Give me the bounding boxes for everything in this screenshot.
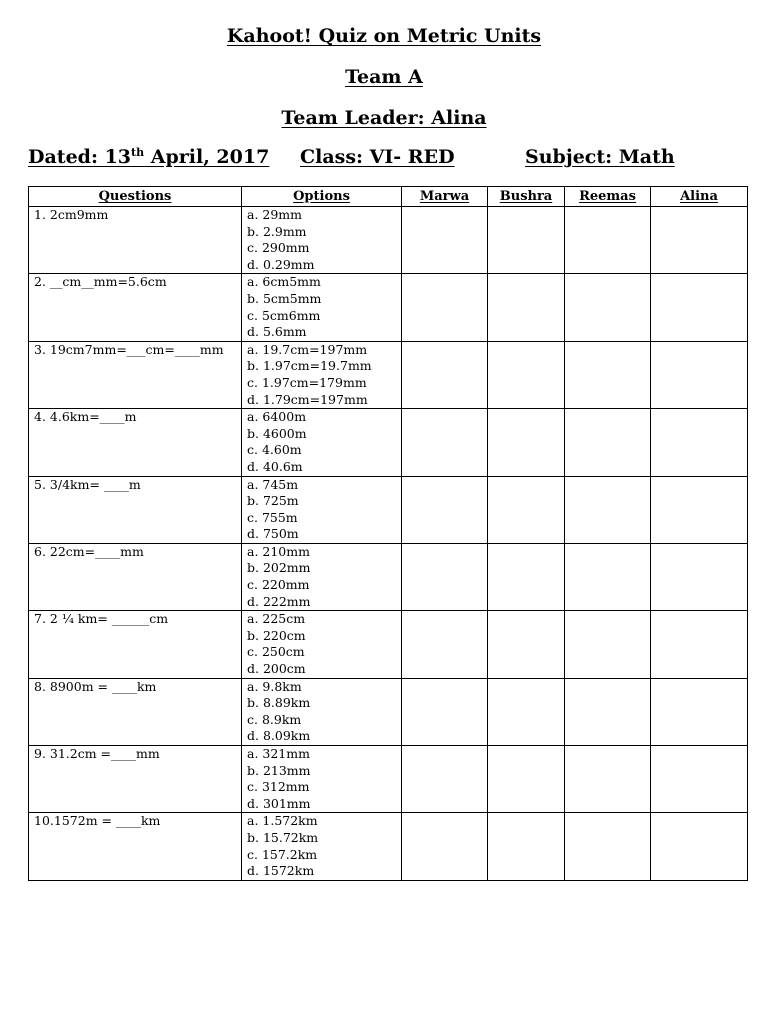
answer-cell-bushra bbox=[488, 476, 565, 543]
option-item: b. 202mm bbox=[247, 560, 311, 576]
question-cell bbox=[29, 678, 242, 745]
answer-cell-alina bbox=[651, 611, 748, 678]
table-row bbox=[29, 746, 748, 813]
answer-cell-alina bbox=[651, 543, 748, 610]
answer-cell-reemas bbox=[565, 813, 651, 880]
options-list bbox=[247, 611, 401, 677]
option-item: d. 750m bbox=[247, 526, 299, 542]
question-text: 5. 3/4km= ____m bbox=[34, 476, 141, 492]
table-row bbox=[29, 409, 748, 476]
answer-cell-reemas bbox=[565, 341, 651, 408]
table-row bbox=[29, 543, 748, 610]
options-cell bbox=[242, 207, 402, 274]
answer-cell-marwa bbox=[402, 543, 488, 610]
table-row bbox=[29, 678, 748, 745]
option-item: d. 1572km bbox=[247, 863, 315, 879]
answer-cell-reemas bbox=[565, 409, 651, 476]
column-header-marwa: Marwa bbox=[402, 187, 488, 207]
team-leader: Team Leader: Alina bbox=[281, 107, 487, 129]
options-list bbox=[247, 207, 401, 273]
options-cell bbox=[242, 611, 402, 678]
option-item: d. 222mm bbox=[247, 593, 311, 609]
question-text: 2. __cm__mm=5.6cm bbox=[34, 274, 167, 290]
options-cell bbox=[242, 274, 402, 341]
option-item: c. 4.60m bbox=[247, 442, 302, 458]
question-cell bbox=[29, 409, 242, 476]
options-cell bbox=[242, 813, 402, 880]
option-item: a. 321mm bbox=[247, 746, 310, 761]
answer-cell-reemas bbox=[565, 611, 651, 678]
answer-cell-bushra bbox=[488, 341, 565, 408]
answer-cell-marwa bbox=[402, 746, 488, 813]
option-item: b. 1.97cm=19.7mm bbox=[247, 358, 372, 374]
column-header-reemas: Reemas bbox=[565, 187, 651, 207]
answer-cell-alina bbox=[651, 678, 748, 745]
option-item: c. 1.97cm=179mm bbox=[247, 374, 367, 390]
question-text: 10.1572m = ____km bbox=[34, 813, 161, 829]
options-list bbox=[247, 813, 401, 879]
question-text: 3. 19cm7mm=___cm=____mm bbox=[34, 341, 224, 357]
answer-cell-bushra bbox=[488, 746, 565, 813]
answer-cell-alina bbox=[651, 207, 748, 274]
answer-cell-reemas bbox=[565, 543, 651, 610]
answer-cell-bushra bbox=[488, 678, 565, 745]
answer-cell-marwa bbox=[402, 813, 488, 880]
answer-cell-reemas bbox=[565, 678, 651, 745]
column-header-options: Options bbox=[242, 187, 402, 207]
question-cell bbox=[29, 543, 242, 610]
answer-cell-bushra bbox=[488, 543, 565, 610]
answer-cell-bushra bbox=[488, 409, 565, 476]
team-name: Team A bbox=[345, 66, 423, 88]
quiz-table bbox=[28, 186, 748, 881]
option-item: c. 250cm bbox=[247, 644, 305, 660]
answer-cell-alina bbox=[651, 746, 748, 813]
question-cell bbox=[29, 746, 242, 813]
options-list bbox=[247, 544, 401, 610]
option-item: c. 312mm bbox=[247, 779, 310, 795]
answer-cell-marwa bbox=[402, 207, 488, 274]
option-item: d. 0.29mm bbox=[247, 256, 315, 272]
option-item: a. 29mm bbox=[247, 207, 303, 222]
table-row bbox=[29, 611, 748, 678]
option-item: c. 755m bbox=[247, 509, 298, 525]
options-list bbox=[247, 477, 401, 543]
answer-cell-marwa bbox=[402, 476, 488, 543]
option-item: c. 220mm bbox=[247, 577, 310, 593]
question-cell bbox=[29, 813, 242, 880]
option-item: a. 6400m bbox=[247, 409, 307, 425]
table-header-row bbox=[29, 187, 748, 207]
date-suffix: April, 2017 bbox=[144, 146, 270, 168]
answer-cell-alina bbox=[651, 476, 748, 543]
document-title: Kahoot! Quiz on Metric Units bbox=[226, 25, 542, 47]
option-item: a. 9.8km bbox=[247, 678, 302, 694]
table-row bbox=[29, 274, 748, 341]
options-list bbox=[247, 274, 401, 340]
option-item: b. 4600m bbox=[247, 425, 307, 441]
option-item: b. 220cm bbox=[247, 627, 306, 643]
answer-cell-marwa bbox=[402, 678, 488, 745]
options-cell bbox=[242, 543, 402, 610]
option-item: b. 8.89km bbox=[247, 695, 311, 711]
answer-cell-alina bbox=[651, 813, 748, 880]
question-text: 7. 2 ¼ km= ______cm bbox=[34, 611, 169, 627]
table-row bbox=[29, 341, 748, 408]
options-cell bbox=[242, 341, 402, 408]
option-item: c. 290mm bbox=[247, 240, 310, 256]
question-text: 9. 31.2cm =____mm bbox=[34, 746, 160, 761]
options-list bbox=[247, 746, 401, 812]
answer-cell-reemas bbox=[565, 476, 651, 543]
option-item: b. 725m bbox=[247, 493, 299, 509]
option-item: d. 40.6m bbox=[247, 458, 303, 474]
answer-cell-alina bbox=[651, 341, 748, 408]
option-item: b. 15.72km bbox=[247, 829, 319, 845]
answer-cell-reemas bbox=[565, 207, 651, 274]
question-cell bbox=[29, 207, 242, 274]
answer-cell-reemas bbox=[565, 746, 651, 813]
question-cell bbox=[29, 341, 242, 408]
table-row bbox=[29, 207, 748, 274]
option-item: d. 1.79cm=197mm bbox=[247, 391, 368, 407]
column-header-bushra: Bushra bbox=[488, 187, 565, 207]
answer-cell-alina bbox=[651, 409, 748, 476]
class-line: Class: VI- RED bbox=[300, 146, 455, 168]
option-item: a. 225cm bbox=[247, 611, 306, 627]
answer-cell-reemas bbox=[565, 274, 651, 341]
table-row bbox=[29, 476, 748, 543]
options-list bbox=[247, 342, 401, 408]
question-text: 1. 2cm9mm bbox=[34, 207, 109, 222]
option-item: b. 2.9mm bbox=[247, 223, 307, 239]
subject-line: Subject: Math bbox=[525, 146, 675, 168]
option-item: a. 745m bbox=[247, 476, 299, 492]
question-text: 8. 8900m = ____km bbox=[34, 678, 157, 694]
options-cell bbox=[242, 746, 402, 813]
answer-cell-bushra bbox=[488, 274, 565, 341]
option-item: d. 8.09km bbox=[247, 728, 311, 744]
date-ordinal: th bbox=[131, 146, 145, 159]
option-item: a. 6cm5mm bbox=[247, 274, 321, 290]
option-item: c. 157.2km bbox=[247, 846, 318, 862]
question-cell bbox=[29, 611, 242, 678]
answer-cell-marwa bbox=[402, 341, 488, 408]
options-list bbox=[247, 409, 401, 475]
question-text: 4. 4.6km=____m bbox=[34, 409, 137, 425]
option-item: d. 5.6mm bbox=[247, 324, 307, 340]
option-item: a. 1.572km bbox=[247, 813, 318, 829]
question-cell bbox=[29, 476, 242, 543]
option-item: b. 213mm bbox=[247, 762, 311, 778]
column-header-alina: Alina bbox=[651, 187, 748, 207]
answer-cell-bushra bbox=[488, 611, 565, 678]
option-item: d. 301mm bbox=[247, 795, 311, 811]
option-item: d. 200cm bbox=[247, 661, 306, 677]
option-item: c. 8.9km bbox=[247, 711, 302, 727]
question-cell bbox=[29, 274, 242, 341]
option-item: a. 210mm bbox=[247, 543, 310, 559]
option-item: c. 5cm6mm bbox=[247, 307, 321, 323]
options-cell bbox=[242, 678, 402, 745]
option-item: b. 5cm5mm bbox=[247, 290, 322, 306]
option-item: a. 19.7cm=197mm bbox=[247, 341, 368, 357]
answer-cell-marwa bbox=[402, 409, 488, 476]
date-prefix: Dated: 13 bbox=[28, 146, 132, 168]
options-cell bbox=[242, 476, 402, 543]
answer-cell-alina bbox=[651, 274, 748, 341]
options-cell bbox=[242, 409, 402, 476]
date-line bbox=[28, 146, 269, 168]
answer-cell-bushra bbox=[488, 813, 565, 880]
answer-cell-marwa bbox=[402, 611, 488, 678]
question-text: 6. 22cm=____mm bbox=[34, 543, 144, 559]
column-header-questions: Questions bbox=[29, 187, 242, 207]
options-list bbox=[247, 679, 401, 745]
answer-cell-marwa bbox=[402, 274, 488, 341]
answer-cell-bushra bbox=[488, 207, 565, 274]
table-row bbox=[29, 813, 748, 880]
